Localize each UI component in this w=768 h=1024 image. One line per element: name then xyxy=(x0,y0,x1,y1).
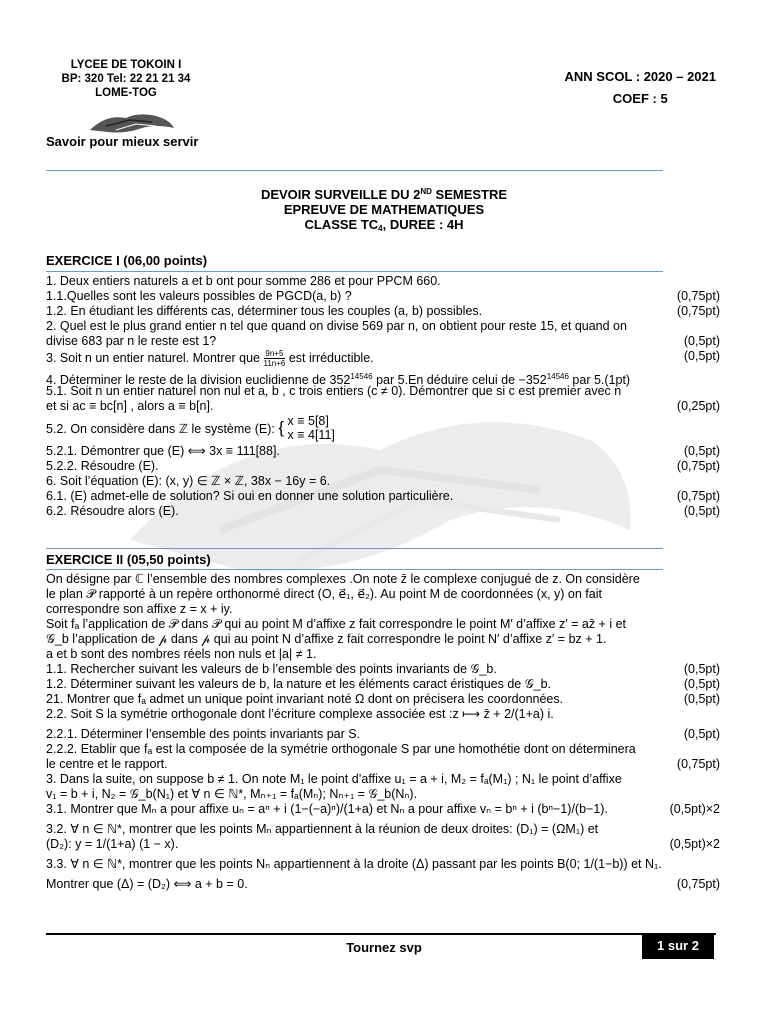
ex1-q4 xyxy=(46,369,720,387)
exponent: 14546 xyxy=(350,372,373,381)
title-sub: 4 xyxy=(378,224,383,233)
ex1-q522 xyxy=(46,459,720,474)
exercise-2-heading: EXERCICE II (05,50 points) xyxy=(46,552,211,567)
exercise-2 xyxy=(46,572,720,892)
ex1-q61 xyxy=(46,489,720,504)
school-year: ANN SCOL : 2020 – 2021 xyxy=(564,69,716,84)
ex1-q11 xyxy=(46,289,720,304)
ex2-q32a xyxy=(46,822,720,837)
points: (0,5pt) xyxy=(683,334,720,348)
coefficient: COEF : 5 xyxy=(612,91,668,106)
ex2-q222b xyxy=(46,757,720,772)
points: (0,25pt) xyxy=(676,399,720,413)
ex2-q32b xyxy=(46,837,720,857)
ex2-q222-text-2: le centre et le rapport. xyxy=(46,757,168,771)
ex1-q521 xyxy=(46,444,720,459)
ex2-q3a xyxy=(46,772,720,787)
divider xyxy=(46,548,663,549)
ex2-p1 xyxy=(46,572,720,587)
ex2-q3-text: 3. Dans la suite, on suppose b ≠ 1. On note M₁ le point d’affixe u₁ = a + i, M₂ = fₐ(M₁) ; N₁ le point d’affixe xyxy=(46,772,622,786)
fraction xyxy=(264,349,286,368)
points: (0,75pt) xyxy=(676,304,720,318)
ex1-q3-text-2: est irréductible. xyxy=(288,350,374,365)
system-eq-1: x ≡ 5[8] xyxy=(287,414,329,428)
ex2-q222-text: 2.2.2. Etablir que fₐ est la composée de la symétrie orthogonale S par une homothétie dont on déterminera xyxy=(46,742,636,756)
ex2-q33-text: 3.3. ∀ n ∈ ℕ*, montrer que les points Nₙ appartiennent à la droite (Δ) passant par les points B(0; 1/(1−b)) et N₁. xyxy=(46,857,662,871)
title-line-2: EPREUVE DE MATHEMATIQUES xyxy=(283,202,485,217)
title-line-3: CLASSE TC xyxy=(304,217,379,232)
ex1-q2-text-2: divise 683 par n le reste est 1? xyxy=(46,334,217,348)
points: (0,5pt) xyxy=(683,677,720,691)
ex1-q52 xyxy=(46,414,720,444)
ex1-q51b xyxy=(46,399,720,414)
points: (0,5pt) xyxy=(683,662,720,676)
ex1-q62-text: 6.2. Résoudre alors (E). xyxy=(46,504,179,518)
school-contact: BP: 320 Tel: 22 21 21 34 xyxy=(61,73,191,85)
ex2-p2 xyxy=(46,587,720,602)
ex2-intro-3: correspondre son affixe z = x + iy. xyxy=(46,602,233,616)
ex2-p3 xyxy=(46,602,720,617)
numerator: 9n+5 xyxy=(265,349,284,358)
ex1-q2a xyxy=(46,319,720,334)
ex1-q4-text-2: par 5.En déduire celui de −352 xyxy=(372,373,547,387)
ex1-q6-text: 6. Soit l’équation (E): (x, y) ∈ ℤ × ℤ, 38x − 16y = 6. xyxy=(46,474,331,488)
ex2-q32-text-2: (D₂): y = 1/(1+a) (1 − x). xyxy=(46,837,179,851)
ex1-q51-text-2: et si ac ≡ bc[n] , alors a ≡ b[n]. xyxy=(46,399,214,413)
ex1-q3 xyxy=(46,349,720,369)
points: (0,5pt) xyxy=(683,444,720,458)
ex2-q3b xyxy=(46,787,720,802)
ex2-q32-text: 3.2. ∀ n ∈ ℕ*, montrer que les points Mₙ appartiennent à la réunion de deux droites: (D₁) = (ΩM₁) et xyxy=(46,822,599,836)
turn-page-note: Tournez svp xyxy=(346,940,422,955)
divider xyxy=(46,271,663,272)
ex1-q11-text: 1.1.Quelles sont les valeurs possibles de PGCD(a, b) ? xyxy=(46,289,352,303)
divider xyxy=(46,569,663,570)
exercise-1-heading: EXERCICE I (06,00 points) xyxy=(46,253,208,268)
points: (0,5pt) xyxy=(683,727,720,741)
ex2-p5 xyxy=(46,632,720,647)
ex1-q1-text: 1. Deux entiers naturels a et b ont pour somme 286 et pour PPCM 660. xyxy=(46,274,441,288)
ex2-q21 xyxy=(46,692,720,707)
ex1-q51-text: 5.1. Soit n un entier naturel non nul et a, b , c trois entiers (c ≠ 0). Démontrer que si c est premier avec n xyxy=(46,384,622,398)
ex1-q1 xyxy=(46,274,720,289)
ex2-q12 xyxy=(46,677,720,692)
ex2-q33a xyxy=(46,857,720,877)
ex2-q11 xyxy=(46,662,720,677)
ex2-q33-text-2: Montrer que (Δ) = (D₂) ⟺ a + b = 0. xyxy=(46,877,248,891)
ex2-intro-1: On désigne par ℂ l’ensemble des nombres complexes .On note z̄ le complexe conjugué de z. On considère xyxy=(46,572,640,586)
exam-title xyxy=(0,184,768,236)
points: (0,75pt) xyxy=(676,757,720,771)
ex2-intro-4: Soit fₐ l’application de 𝒫 dans 𝒫 qui au point M d’affixe z fait correspondre le point M′ d’affixe z′ = az̄ + i et xyxy=(46,617,626,631)
school-motto: Savoir pour mieux servir xyxy=(46,134,199,149)
system xyxy=(288,414,335,442)
title-line-1-end: SEMESTRE xyxy=(431,187,508,202)
ex1-q51a xyxy=(46,384,720,399)
points: (0,5pt)×2 xyxy=(669,802,720,816)
ex2-q22-text: 2.2. Soit S la symétrie orthogonale dont l’écriture complexe associée est :z ⟼ z̄ + 2/(1+a) i. xyxy=(46,707,554,721)
exponent: 14546 xyxy=(546,372,569,381)
ex1-q62 xyxy=(46,504,720,519)
points: (0,5pt) xyxy=(683,692,720,706)
exercise-1 xyxy=(46,274,720,519)
points: (0,75pt) xyxy=(676,489,720,503)
ex2-intro-6: a et b sont des nombres réels non nuls et |a| ≠ 1. xyxy=(46,647,317,661)
ex2-q33b xyxy=(46,877,720,892)
ex2-p6 xyxy=(46,647,720,662)
ex1-q4-text-3: par 5.(1pt) xyxy=(568,373,631,387)
ex2-intro-2: le plan 𝒫 rapporté à un repère orthonormé direct (O, e⃗₁, e⃗₂). Au point M de coordonnées (x, y) on fait xyxy=(46,587,602,601)
ex2-q31 xyxy=(46,802,720,822)
ex2-p4 xyxy=(46,617,720,632)
ex2-q21-text: 21. Montrer que fₐ admet un unique point invariant noté Ω dont on précisera les coordonnées. xyxy=(46,692,564,706)
ex1-q2-text: 2. Quel est le plus grand entier n tel que quand on divise 569 par n, on obtient pour reste 15, et quand on xyxy=(46,319,627,333)
points: (0,5pt) xyxy=(683,504,720,518)
year-info xyxy=(565,66,717,110)
school-city: LOME-TOG xyxy=(95,87,157,99)
ex1-q6 xyxy=(46,474,720,489)
ex1-q522-text: 5.2.2. Résoudre (E). xyxy=(46,459,159,473)
points: (0,75pt) xyxy=(676,877,720,891)
ex1-q2b xyxy=(46,334,720,349)
ex2-q22 xyxy=(46,707,720,727)
school-name: LYCEE DE TOKOIN I xyxy=(70,59,182,71)
ex2-q221 xyxy=(46,727,720,742)
title-line-1: DEVOIR SURVEILLE DU 2 xyxy=(260,187,421,202)
title-sup: ND xyxy=(420,187,432,196)
ex1-q521-text: 5.2.1. Démontrer que (E) ⟺ 3x ≡ 111[88]. xyxy=(46,444,280,458)
divider xyxy=(46,170,663,171)
ex1-q3-text: 3. Soit n un entier naturel. Montrer que xyxy=(46,350,264,365)
ex1-q12 xyxy=(46,304,720,319)
ex2-q3-text-2: v₁ = b + i, N₂ = 𝒢_b(N₁) et ∀ n ∈ ℕ*, Mₙ₊₁ = fₐ(Mₙ); Nₙ₊₁ = 𝒢_b(Nₙ). xyxy=(46,787,418,801)
points: (0,5pt)×2 xyxy=(669,837,720,851)
points: (0,75pt) xyxy=(676,289,720,303)
points: (0,75pt) xyxy=(676,459,720,473)
ex1-q52-text: 5.2. On considère dans ℤ le système (E): xyxy=(46,422,275,436)
ex1-q12-text: 1.2. En étudiant les différents cas, déterminer tous les couples (a, b) possibles. xyxy=(46,304,483,318)
ex1-q61-text: 6.1. (E) admet-elle de solution? Si oui en donner une solution particulière. xyxy=(46,489,454,503)
ex2-q222a xyxy=(46,742,720,757)
title-line-3-end: , DUREE : 4H xyxy=(382,217,464,232)
ex1-q4-text: 4. Déterminer le reste de la division euclidienne de 352 xyxy=(46,373,351,387)
points: (0,5pt) xyxy=(683,349,720,363)
ex2-q221-text: 2.2.1. Déterminer l’ensemble des points invariants par S. xyxy=(46,727,361,741)
system-brace: { xyxy=(278,418,285,437)
system-eq-2: x ≡ 4[11] xyxy=(287,428,335,442)
ex2-q11-text: 1.1. Rechercher suivant les valeurs de b l’ensemble des points invariants de 𝒢_b. xyxy=(46,662,497,676)
page-number: 1 sur 2 xyxy=(642,933,714,959)
footer-divider xyxy=(46,933,716,935)
ex2-q12-text: 1.2. Déterminer suivant les valeurs de b, la nature et les éléments caract éristiques de 𝒢_b. xyxy=(46,677,551,691)
denominator: 11n+6 xyxy=(263,359,286,368)
ex2-q31-text: 3.1. Montrer que Mₙ a pour affixe uₙ = aⁿ + i (1−(−a)ⁿ)/(1+a) et Nₙ a pour affixe vₙ = bⁿ + i (bⁿ−1)/(b−1). xyxy=(46,802,608,816)
ex2-intro-5: 𝒢_b l’application de 𝓅 dans 𝓅 qui au point N d’affixe z fait correspondre le point N′ d’affixe z′ = bz + 1. xyxy=(46,632,607,646)
school-header xyxy=(46,58,206,100)
